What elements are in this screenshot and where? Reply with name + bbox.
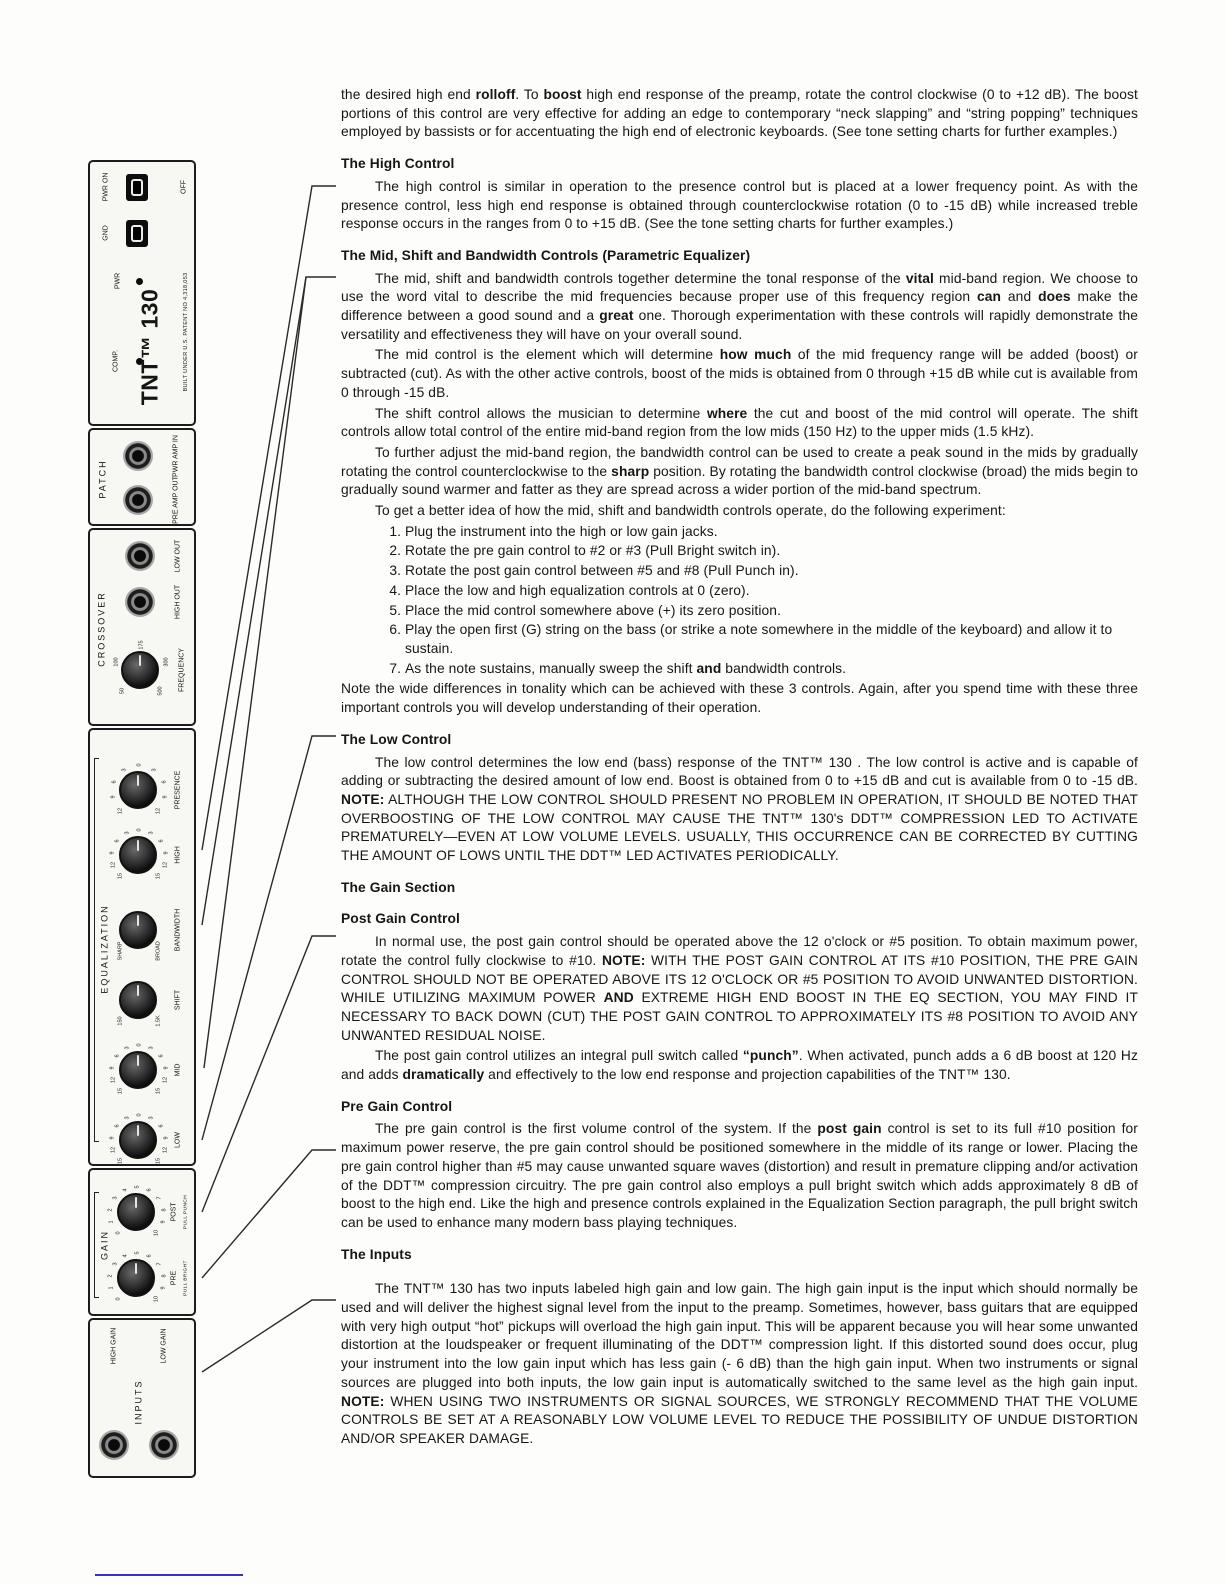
low-out-jack <box>125 541 155 571</box>
pre-amp-out-label: PRE AMP OUT <box>172 476 180 524</box>
bandwidth-knob: SHARP BROAD <box>119 911 157 949</box>
patch-section-label: PATCH <box>97 459 108 499</box>
intro-paragraph: the desired high end rolloff. To boost high end response of the preamp, rotate the control clockwise (0 to +12 dB). The boost portions of this control are very effective for adding an edge to contemporary “neck slapping” and “string popping” techniques employed by bassists or for accentuating the high end of electronic keyboards. (See tone setting charts for further examples.) <box>341 87 1138 140</box>
pwr-on-label: PWR ON <box>102 172 110 202</box>
inputs-section <box>88 1318 196 1478</box>
footer-link-underline[interactable] <box>95 1574 243 1576</box>
high-knob: 15 12 9 6 3 0 3 6 9 12 15 <box>109 828 169 880</box>
heading-high-control: The High Control <box>341 156 455 172</box>
shift-knob: 150 1.5K <box>119 981 157 1019</box>
mid-paragraph-6: Note the wide differences in tonality which can be achieved with these 3 controls. Again, after you spend time with these three important controls you will develop understanding of their operation. <box>341 681 1138 716</box>
pre-gain-paragraph: The pre gain control is the first volume control of the system. If the post gain control is set to its full #10 position for maximum power reserve, the pre gain control should be positioned somewhere in the middle of its range or lower. Placing the pre gain control higher than #5 may cause unwanted square waves (distortion) and result in premature clipping and/or activation of the DDT™ compression circuitry. The pre gain control also employs a pull bright switch which adds approximately 8 dB of boost to the high end. Like the high and presence controls explained in the Equalization Section paragraph, the pull bright switch can be used to enhance many modern bass playing techniques. <box>341 1121 1139 1230</box>
low-gain-input-label: LOW GAIN <box>160 1328 168 1364</box>
gnd-label: GND <box>102 225 110 241</box>
frequency-knob-label: FREQUENCY <box>178 648 186 692</box>
presence-knob: 12 9 6 3 0 3 6 9 12 <box>109 763 169 815</box>
equalization-section <box>88 728 196 1166</box>
tnt-130-logo: TNT™ 130 <box>136 288 163 406</box>
post-gain-knob-label: POST <box>170 1202 178 1222</box>
crossover-section-label: CROSSOVER <box>96 591 107 667</box>
experiment-list <box>341 523 1138 679</box>
high-out-label: HIGH OUT <box>174 584 182 620</box>
mid-paragraph-4: To further adjust the mid-band region, the bandwidth control can be used to create a peak sound in the mids by gradually rotating the control counterclockwise to the sharp position. By rotating the bandwidth control clockwise (broad) the mids begin to gradually sound warmer and fatter as they are spread across a wider portion of the mid-band spectrum. <box>341 444 1138 498</box>
low-control-paragraph: The low control determines the low end (bass) response of the TNT™ 130 . The low control is active and is capable of adding or subtracting the desired amount of low end. Boost is obtained from 0 to +15 dB and cut is available from 0 to -15 dB. NOTE: ALTHOUGH THE LOW CONTROL SHOULD PRESENT NO PROBLEM IN OPERATION, IT SHOULD BE NOTED THAT OVERBOOSTING OF THE LOW CONTROL MAY CAUSE THE TNT™ 130's DDT™ COMPRESSION LED TO ACTIVATE PREMATURELY—EVEN AT LOW VOLUME LEVELS. USUALLY, THIS OCCURRENCE CAN BE CORRECTED BY CUTTING THE AMOUNT OF LOWS UNTIL THE DDT™ LED ACTIVATES PERIODICALLY. <box>341 754 1138 864</box>
leader-line-post-gain <box>202 936 336 1212</box>
post-gain-knob: 0 1 2 3 4 5 6 7 8 9 10 <box>107 1185 167 1237</box>
experiment-step: 3. Rotate the post gain control between #5 and #8 (Pull Punch in). <box>405 562 1138 581</box>
presence-knob-label: PRESENCE <box>174 770 182 810</box>
high-out-jack <box>125 587 155 617</box>
experiment-step: 6. Play the open first (G) string on the bass (or strike a note somewhere in the middle of the keyboard) and allow it to sustain. <box>405 621 1138 658</box>
power-switch <box>126 174 148 201</box>
high-knob-label: HIGH <box>174 846 182 864</box>
frequency-knob: 50 100 175 300 500 <box>113 640 170 696</box>
leader-line-high <box>202 186 336 850</box>
high-gain-input-jack <box>99 1430 129 1460</box>
leader-line-pre-gain <box>202 1150 336 1278</box>
pull-punch-label: PULL PUNCH <box>183 1194 189 1230</box>
ground-switch <box>126 220 148 247</box>
crossover-section <box>88 528 196 726</box>
post-gain-paragraph-1: In normal use, the post gain control should be operated above the 12 o'clock or #5 position. To obtain maximum power, rotate the control fully clockwise to #10. NOTE: WITH THE POST GAIN CONTROL AT ITS #10 POSITION, THE PRE GAIN CONTROL SHOULD NOT BE OPERATED ABOVE ITS 12 O'CLOCK OR #5 POSITION TO AVOID UNWANTED DISTORTION. WHILE UTILIZING MAXIMUM POWER AND EXTREME HIGH END BOOST IN THE EQ SECTION, YOU MAY FIND IT NECESSARY TO BACK DOWN (CUT) THE POST GAIN CONTROL TO APPROXIMATELY ITS #8 POSITION TO AVOID ANY UNWANTED RESIDUAL NOISE. <box>341 934 1138 1043</box>
bandwidth-knob-label: BANDWIDTH <box>174 908 182 952</box>
gain-section-label: GAIN <box>99 1229 110 1261</box>
leader-line-mid-a <box>202 277 336 925</box>
pre-gain-knob: 0 1 2 3 4 5 6 7 8 9 10 <box>107 1251 167 1303</box>
pwr-led <box>136 278 143 285</box>
gain-section <box>88 1168 196 1316</box>
post-gain-paragraph-2: The post gain control utilizes an integral pull switch called “punch”. When activated, punch adds a 6 dB boost at 120 Hz and adds dramatically and effectively to the low end response and projection capabilities of the TNT™ 130. <box>341 1048 1138 1083</box>
comp-led-label: COMP. <box>112 349 120 373</box>
heading-low-control: The Low Control <box>341 731 452 747</box>
pwr-amp-in-label: PWR AMP IN <box>172 435 180 477</box>
equalization-bracket <box>94 758 99 1142</box>
experiment-step: 1. Plug the instrument into the high or low gain jacks. <box>405 523 1138 542</box>
pre-amp-out-jack <box>123 485 153 515</box>
patch-section <box>88 428 196 526</box>
pwr-amp-in-jack <box>123 441 153 471</box>
low-knob: 15 12 9 6 3 0 3 6 9 12 15 <box>109 1113 169 1165</box>
leader-line-inputs <box>202 1300 336 1372</box>
heading-gain-section: The Gain Section <box>341 879 456 895</box>
high-control-paragraph: The high control is similar in operation to the presence control but is placed at a lower frequency point. As with the presence control, less high end response is obtained through counterclockwise rotation (0 to -15 dB) while increased treble response occurs in the ranges from 0 to +15 dB. (See the tone setting charts for further examples.) <box>341 178 1138 232</box>
text-column <box>341 86 1138 1451</box>
power-section <box>88 160 196 426</box>
high-gain-input-label: HIGH GAIN <box>110 1327 118 1365</box>
front-panel-diagram <box>88 160 200 1482</box>
pre-gain-knob-label: PRE <box>170 1270 178 1286</box>
low-knob-label: LOW <box>174 1132 182 1148</box>
experiment-step: 4. Place the low and high equalization controls at 0 (zero). <box>405 582 1138 601</box>
low-out-label: LOW OUT <box>174 539 182 573</box>
inputs-section-label: INPUTS <box>133 1379 144 1425</box>
patent-text: BUILT UNDER U.S. PATENT NO 4,318,053 <box>183 272 190 392</box>
mid-paragraph-2: The mid control is the element which will determine how much of the mid frequency range will be added (boost) or subtracted (cut). As with the other active controls, boost of the mids is obtained from 0 through +15 dB while cut is available from 0 through -15 dB. <box>341 347 1138 400</box>
mid-knob-label: MID <box>174 1063 182 1077</box>
mid-knob: 15 12 9 6 3 0 3 6 9 12 15 <box>109 1043 169 1095</box>
off-label: OFF <box>180 180 188 194</box>
inputs-paragraph: The TNT™ 130 has two inputs labeled high gain and low gain. The high gain input is the input which should normally be used and will deliver the highest signal level from the input to the preamp. Sometimes, however, bass guitars that are equipped with very high output “hot” pickups will overload the high gain input. This will be apparent because you will hear some unwanted distortion at the loudspeaker or frequent illuminating of the DDT™ compression light. If this distorted sound does occur, plug your instrument into the low gain input which has less gain (- 6 dB) than the high gain input. When two instruments or signal sources are plugged into both inputs, the low gain input is automatically switched to the same level as the high gain input. NOTE: WHEN USING TWO INSTRUMENTS OR SIGNAL SOURCES, WE STRONGLY RECOMMEND THAT THE VOLUME CONTROLS BE SET AT A REASONABLY LOW VOLUME LEVEL TO REDUCE THE POSSIBILITY OF UNDUE DISTORTION AND/OR SPEAKER DAMAGE. <box>341 1281 1138 1446</box>
leader-line-low <box>202 736 336 1140</box>
shift-knob-label: SHIFT <box>174 989 182 1011</box>
mid-paragraph-5: To get a better idea of how the mid, shift and bandwidth controls operate, do the following experiment: <box>375 503 1006 519</box>
heading-inputs: The Inputs <box>341 1246 412 1262</box>
heading-mid-shift-bandwidth: The Mid, Shift and Bandwidth Controls (Parametric Equalizer) <box>341 247 751 263</box>
experiment-step: 7. As the note sustains, manually sweep the shift and bandwidth controls. <box>405 660 1138 679</box>
heading-post-gain: Post Gain Control <box>341 911 460 927</box>
pull-bright-label: PULL BRIGHT <box>183 1260 189 1296</box>
gain-bracket <box>94 1192 99 1298</box>
pwr-led-label: PWR <box>114 272 122 290</box>
leader-line-mid-b <box>204 277 306 1068</box>
experiment-step: 2. Rotate the pre gain control to #2 or #3 (Pull Bright switch in). <box>405 542 1138 561</box>
low-gain-input-jack <box>149 1430 179 1460</box>
experiment-step: 5. Place the mid control somewhere above (+) its zero position. <box>405 602 1138 621</box>
heading-pre-gain: Pre Gain Control <box>341 1098 453 1114</box>
equalization-section-label: EQUALIZATION <box>99 904 110 994</box>
mid-paragraph-3: The shift control allows the musician to determine where the cut and boost of the mid control will operate. The shift controls allow total control of the entire mid-band region from the low mids (150 Hz) to the upper mids (1.5 kHz). <box>341 405 1138 440</box>
mid-paragraph-1: The mid, shift and bandwidth controls together determine the tonal response of the vital mid-band region. We choose to use the word vital to describe the mid frequencies because proper use of this frequency region can and does make the difference between a good sound and a great one. Thorough experimentation with these controls will rapidly demonstrate the versatility and effectiveness they will have on your overall sound. <box>341 270 1139 342</box>
